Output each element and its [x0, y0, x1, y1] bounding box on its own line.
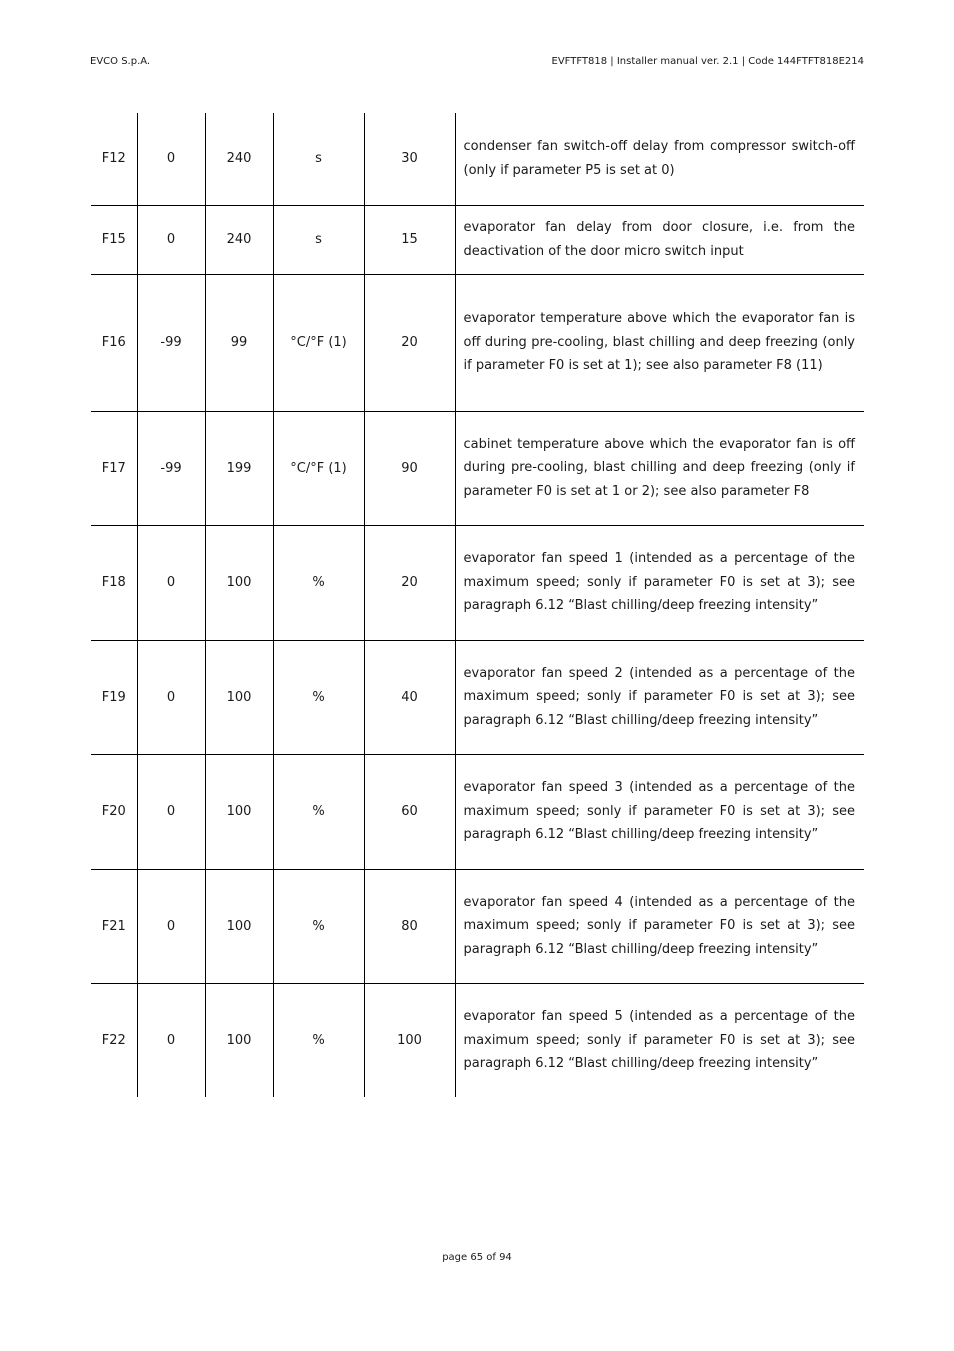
param-default: 60	[364, 754, 455, 869]
param-code: F21	[91, 869, 137, 983]
parameters-table	[91, 113, 864, 1097]
param-min: 0	[137, 754, 205, 869]
param-description: evaporator fan delay from door closure, i.e. from the deactivation of the door micro switch input	[455, 205, 864, 274]
param-min: -99	[137, 274, 205, 411]
param-description: cabinet temperature above which the evaporator fan is off during pre-cooling, blast chilling and deep freezing (only if parameter F0 is set at 1 or 2); see also parameter F8	[455, 411, 864, 525]
param-description: evaporator fan speed 3 (intended as a percentage of the maximum speed; sonly if parameter F0 is set at 3); see paragraph 6.12 “Blast chilling/deep freezing intensity”	[455, 754, 864, 869]
param-max: 240	[205, 113, 273, 205]
param-code: F19	[91, 640, 137, 754]
param-min: 0	[137, 869, 205, 983]
param-description: evaporator fan speed 5 (intended as a percentage of the maximum speed; sonly if parameter F0 is set at 3); see paragraph 6.12 “Blast chilling/deep freezing intensity”	[455, 983, 864, 1097]
param-max: 199	[205, 411, 273, 525]
param-default: 30	[364, 113, 455, 205]
table-row	[91, 274, 864, 411]
param-unit: °C/°F (1)	[273, 274, 364, 411]
param-min: 0	[137, 640, 205, 754]
param-max: 240	[205, 205, 273, 274]
param-min: 0	[137, 205, 205, 274]
param-max: 100	[205, 754, 273, 869]
header-document-info: EVFTFT818 | Installer manual ver. 2.1 | Code 144FTFT818E214	[551, 56, 864, 67]
param-unit: s	[273, 113, 364, 205]
table-row	[91, 205, 864, 274]
param-code: F12	[91, 113, 137, 205]
param-max: 100	[205, 525, 273, 640]
param-default: 100	[364, 983, 455, 1097]
table-row	[91, 983, 864, 1097]
param-max: 100	[205, 869, 273, 983]
param-unit: %	[273, 525, 364, 640]
param-max: 100	[205, 983, 273, 1097]
param-max: 99	[205, 274, 273, 411]
param-unit: s	[273, 205, 364, 274]
param-default: 80	[364, 869, 455, 983]
param-unit: %	[273, 983, 364, 1097]
param-unit: %	[273, 640, 364, 754]
table-row	[91, 113, 864, 205]
param-default: 20	[364, 274, 455, 411]
param-code: F16	[91, 274, 137, 411]
table-row	[91, 640, 864, 754]
param-min: 0	[137, 525, 205, 640]
param-code: F20	[91, 754, 137, 869]
param-code: F15	[91, 205, 137, 274]
table-row	[91, 754, 864, 869]
param-unit: °C/°F (1)	[273, 411, 364, 525]
param-description: evaporator fan speed 1 (intended as a percentage of the maximum speed; sonly if parameter F0 is set at 3); see paragraph 6.12 “Blast chilling/deep freezing intensity”	[455, 525, 864, 640]
param-min: 0	[137, 983, 205, 1097]
param-unit: %	[273, 754, 364, 869]
table-row	[91, 411, 864, 525]
param-code: F17	[91, 411, 137, 525]
param-default: 15	[364, 205, 455, 274]
param-default: 20	[364, 525, 455, 640]
param-unit: %	[273, 869, 364, 983]
table-row	[91, 525, 864, 640]
param-default: 90	[364, 411, 455, 525]
param-min: 0	[137, 113, 205, 205]
param-description: evaporator fan speed 2 (intended as a percentage of the maximum speed; sonly if parameter F0 is set at 3); see paragraph 6.12 “Blast chilling/deep freezing intensity”	[455, 640, 864, 754]
param-description: evaporator temperature above which the evaporator fan is off during pre-cooling, blast chilling and deep freezing (only if parameter F0 is set at 1); see also parameter F8 (11)	[455, 274, 864, 411]
param-description: condenser fan switch-off delay from compressor switch-off (only if parameter P5 is set at 0)	[455, 113, 864, 205]
param-code: F22	[101, 1032, 126, 1048]
header-company: EVCO S.p.A.	[90, 56, 151, 67]
param-min: -99	[137, 411, 205, 525]
table-row	[91, 869, 864, 983]
page-number: page 65 of 94	[442, 1252, 512, 1263]
param-default: 40	[364, 640, 455, 754]
param-max: 100	[205, 640, 273, 754]
param-description: evaporator fan speed 4 (intended as a percentage of the maximum speed; sonly if parameter F0 is set at 3); see paragraph 6.12 “Blast chilling/deep freezing intensity”	[455, 869, 864, 983]
param-code: F18	[91, 525, 137, 640]
